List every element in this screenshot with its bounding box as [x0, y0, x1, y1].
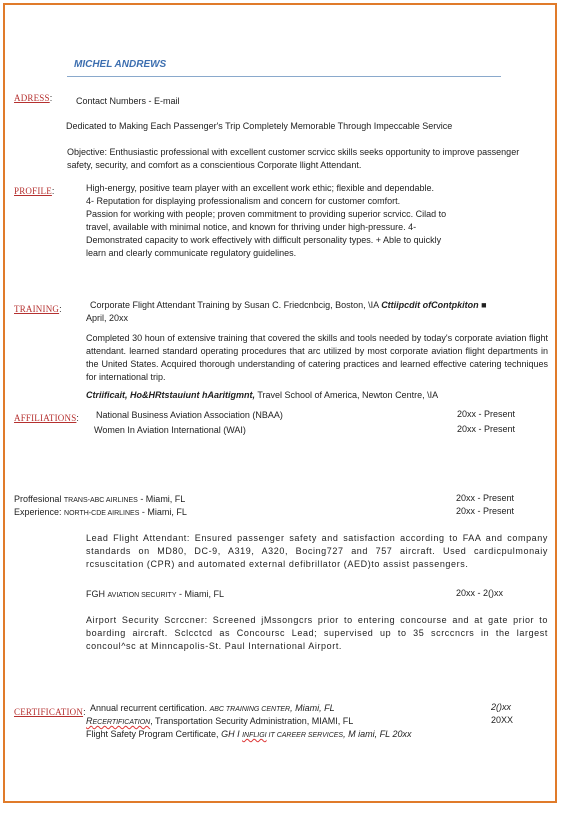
header-rule — [67, 76, 501, 77]
experience-job3-dates: 20xx - 2()xx — [456, 588, 504, 598]
training-description: Completed 30 houn of extensive training that covered the skills and tools needed by today's corporate aviation flight attendant. learned standard operating procedures that arc utilized by most corporate aviation flight departments in the United States. Acquired thorough understanding of catering practices and learned effective catering techniques for international trip. — [86, 333, 548, 382]
contact-line: Contact Numbers - E-mail — [76, 96, 180, 106]
profile-line: Passion for working with people; proven commitment to providing superior scrvicc. Cilad to — [86, 209, 447, 219]
affiliation-dates: 20xx - Present — [457, 424, 516, 434]
profile-line: High-energy, positive team player with an excellent work ethic; flexible and dependable. — [86, 183, 435, 193]
experience-job3: FGH AVIATION SECURITY - Miami, FL — [86, 589, 225, 599]
certification-year: 20XX — [491, 715, 514, 725]
training-section-label: TRAINING: — [14, 304, 62, 314]
affiliations-section-label: AFFILIATIONS: — [14, 413, 79, 423]
affiliation-org: National Business Aviation Association (NBAA) — [96, 410, 283, 420]
experience-job2: Experience: NORTH-CDE AIRLINES - Miami, FL — [14, 507, 187, 517]
affiliation-dates: 20xx - Present — [457, 409, 516, 419]
affiliation-org: Women In Aviation International (WAI) — [94, 425, 246, 435]
training-certificate: Ctriificait, Ho&HRtstauiunt hAaritigmnt, Travel School of America, Newton Centre, \IA — [86, 390, 439, 400]
profile-line: Demonstrated capacity to work effectively with difficult personality types. + Able to quickly — [86, 235, 442, 245]
candidate-name: MICHEL ANDREWS — [74, 59, 167, 70]
address-section-label: ADRESS: — [14, 93, 53, 103]
profile-line: learn and clearly communicate regulatory guidelines. — [86, 248, 297, 258]
profile-line: travel, available with minimal notice, and known for thriving under high-pressure. 4- — [86, 222, 417, 232]
certification-year: 2()xx — [491, 702, 511, 712]
experience-job1: Proffesional TRANS-ABC AIRLINES - Miami, FL — [14, 494, 186, 504]
profile-section-label: PROFILE: — [14, 186, 55, 196]
training-date: April, 20xx — [86, 313, 129, 323]
objective: Objective: Enthusiastic professional with excellent customer scrvicc skills seeks opportunity to improve passenger safety, security, and comfort as a conscientious Corporate llight Attendant. — [67, 147, 520, 170]
profile-line: 4- Reputation for displaying professionalism and concern for customer comfort. — [86, 196, 401, 206]
certification-line: Flight Safety Program Certificate, GH I INFLIGI IT CAREER SERVICES, M iami, FL 20xx — [86, 729, 412, 739]
certification-section-label: CERTIFICATION: — [14, 707, 86, 717]
experience-job1-dates: 20xx - Present — [456, 493, 515, 503]
certification-line: Annual recurrent certification. ABC TRAINING CENTER, Miami, FL — [90, 703, 335, 713]
screener-description: Airport Security Scrccner: Screened jMssongcrs prior to entering concourse and at gate prior to boarding aircraft. Sclcctcd as Concoursc Lead; supervised up to 35 scrccncrs in the largest concoul^sc at Minncapolis-St. Paul International Airport. — [86, 615, 548, 651]
training-course: Corporate Flight Attendant Training by Susan C. Friedcnbcig, Boston, \IA Cttiipcdit ofContpkiton ■ — [90, 300, 487, 310]
certification-line: RECERTIFICATION, Transportation Security Administration, MIAMI, FL — [86, 716, 354, 726]
tagline: Dedicated to Making Each Passenger's Trip Completely Memorable Through Impeccable Service — [66, 121, 453, 131]
experience-job2-dates: 20xx - Present — [456, 506, 515, 516]
lead-attendant-description: Lead Flight Attendant: Ensured passenger safety and satisfaction according to FAA and company standards on MD80, DC-9, A319, A320, Bocing727 and 757 aircraft. Used cardicpulmonaiy rcsuscitation (CPR) and automated external defibrillator (AED)to assist passengers. — [86, 533, 548, 569]
